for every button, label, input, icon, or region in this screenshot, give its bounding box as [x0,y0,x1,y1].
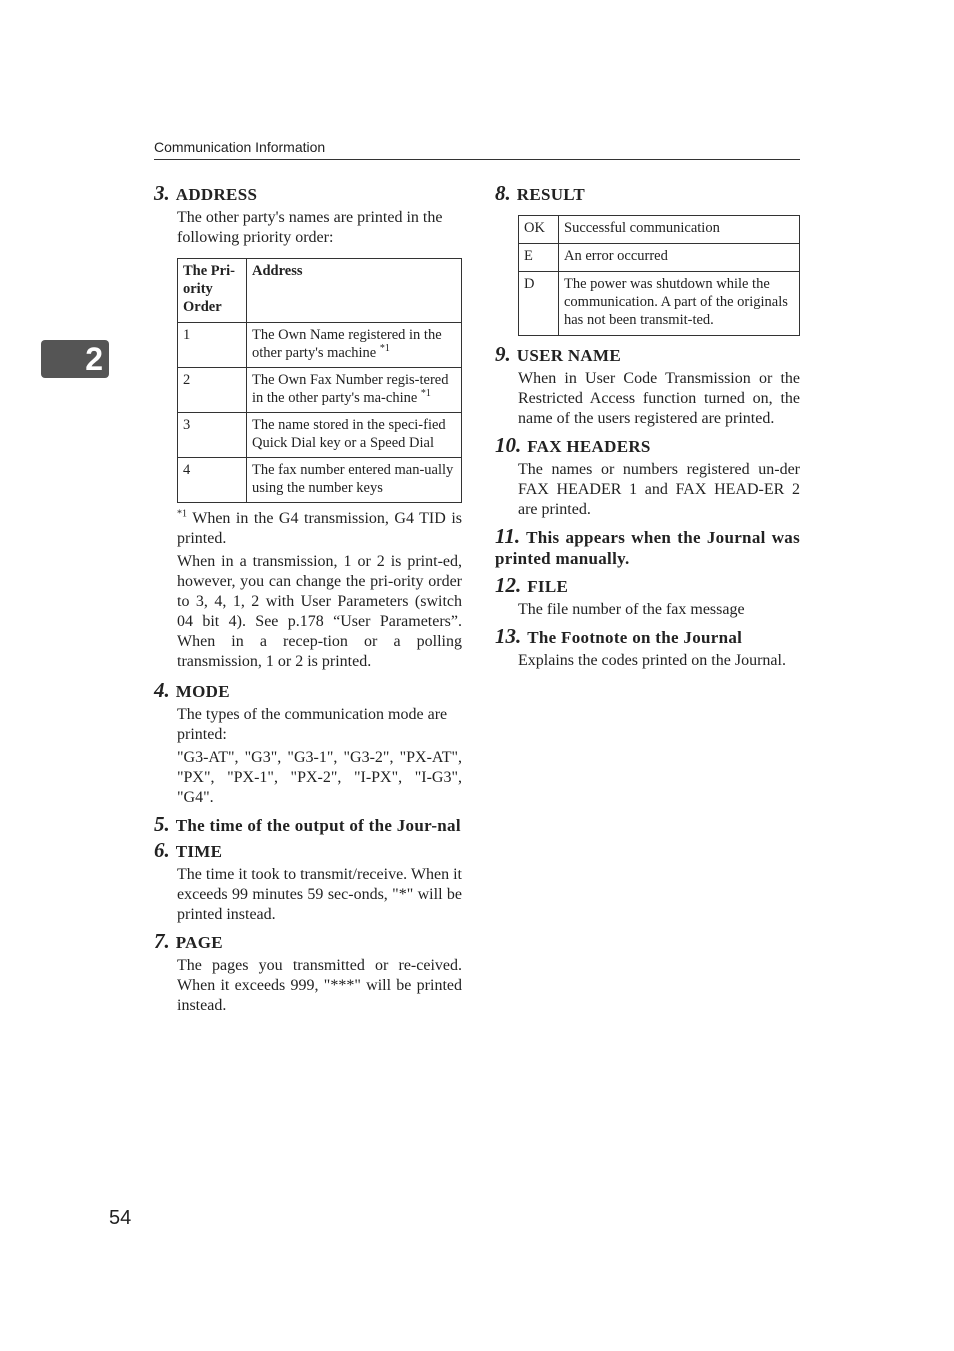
footnote-journal-description: Explains the codes printed on the Journal. [518,652,786,669]
item-heading [154,183,462,205]
file-description: The file number of the fax message [518,601,745,618]
item-body [177,865,462,925]
priority-table [177,258,462,503]
item-file [495,575,800,620]
page-description: The pages you transmitted or re-ceived. When it exceeds 999, "***" will be printed instead. [177,957,462,1014]
right-column [495,183,800,674]
result-table [518,215,800,336]
address-intro: The other party's names are printed in the following priority order: [177,209,443,246]
item-body [518,369,800,429]
footnote-text: When in the G4 transmission, G4 TID is printed. [177,510,462,547]
item-number: 9. [495,342,511,366]
address-cell: The name stored in the speci-fied Quick Dial key or a Speed Dial [247,413,462,458]
result-code-cell: E [519,244,559,272]
item-fax-headers [495,435,800,520]
user-name-description: When in User Code Transmission or the Restricted Access function turned on, the name of the users registered are printed. [518,370,800,427]
section-title: Communication Information [154,139,326,155]
item-number: 13. [495,624,522,648]
chapter-tab: 2 [41,340,109,378]
item-title: USER NAME [516,346,621,365]
result-text-cell: An error occurred [559,244,800,272]
table-row [519,272,800,336]
item-body [177,705,462,808]
item-number: 3. [154,181,170,205]
table-row [178,413,462,458]
item-title: FILE [527,577,569,596]
item-heading [495,344,800,366]
item-mode [154,680,462,808]
item-heading [495,575,800,597]
item-heading [495,183,800,205]
item-heading [495,435,800,457]
item-heading [495,526,800,569]
address-note: When in a transmission, 1 or 2 is print-ed, however, you can change the pri-ority order to 3, 4, 1, 2 with User Parameters (switch 04 bit 4). See p.178 “User Parameters”. When in a recep-tion or a polling transmission, 1 or 2 is printed. [177,553,462,670]
footnote-mark: *1 [177,508,187,520]
left-column [154,183,462,1019]
item-number: 8. [495,181,511,205]
table-row [519,244,800,272]
item-body [177,208,462,672]
item-title: PAGE [175,933,223,952]
item-number: 12. [495,573,522,597]
table-header-row [178,259,462,323]
item-title: ADDRESS [175,185,258,204]
column-header-order: The Pri-ority Order [178,259,247,323]
item-title: FAX HEADERS [527,437,651,456]
address-text: The Own Fax Number regis-tered in the other party's ma-chine [252,372,449,406]
item-body [518,460,800,520]
item-journal-manual [495,526,800,569]
table-row [178,458,462,503]
item-heading [154,680,462,702]
item-output-time [154,814,462,836]
item-user-name [495,344,800,429]
priority-order-cell: 1 [178,323,247,368]
priority-order-cell: 4 [178,458,247,503]
address-cell: The fax number entered man-ually using the number keys [247,458,462,503]
item-body [518,600,800,620]
item-body [177,956,462,1016]
item-title: The Footnote on the Journal [527,628,743,647]
item-page [154,931,462,1016]
footnote-ref: *1 [420,388,431,400]
item-heading [154,840,462,862]
item-address [154,183,462,672]
item-result [495,183,800,336]
item-number: 5. [154,812,170,836]
running-header [154,139,800,160]
result-text-cell: Successful communication [559,216,800,244]
item-time [154,840,462,925]
footnote-ref: *1 [379,343,390,355]
item-title: This appears when the Journal was printed manually. [495,528,800,568]
mode-list: "G3-AT", "G3", "G3-1", "G3-2", "PX-AT", "PX", "PX-1", "PX-2", "I-PX", "I-G3", "G4". [177,749,462,806]
item-title: TIME [175,842,223,861]
address-text: The Own Name registered in the other party's machine [252,327,442,361]
table-row [519,216,800,244]
mode-description: The types of the communication mode are printed: [177,706,448,743]
item-number: 11. [495,524,521,548]
item-heading [154,931,462,953]
page-number: 54 [109,1207,132,1229]
table-row [178,323,462,368]
column-header-address: Address [247,259,462,323]
result-code-cell: D [519,272,559,336]
priority-order-cell: 3 [178,413,247,458]
address-cell [247,368,462,413]
result-code-cell: OK [519,216,559,244]
priority-order-cell: 2 [178,368,247,413]
item-number: 4. [154,678,170,702]
item-heading [154,814,462,836]
fax-headers-description: The names or numbers registered un-der FAX HEADER 1 and FAX HEAD-ER 2 are printed. [518,461,800,518]
item-number: 6. [154,838,170,862]
footnote [177,509,462,549]
result-text-cell: The power was shutdown while the communication. A part of the originals has not been transmit-ted. [559,272,800,336]
item-heading [495,626,800,648]
item-title: RESULT [516,185,586,204]
item-number: 10. [495,433,522,457]
table-row [178,368,462,413]
item-footnote-journal [495,626,800,671]
item-body [518,651,800,671]
item-title: MODE [175,682,230,701]
item-number: 7. [154,929,170,953]
address-cell [247,323,462,368]
time-description: The time it took to transmit/receive. When it exceeds 99 minutes 59 sec-onds, "*" will be printed instead. [177,866,462,923]
item-title: The time of the output of the Jour-nal [175,816,461,835]
